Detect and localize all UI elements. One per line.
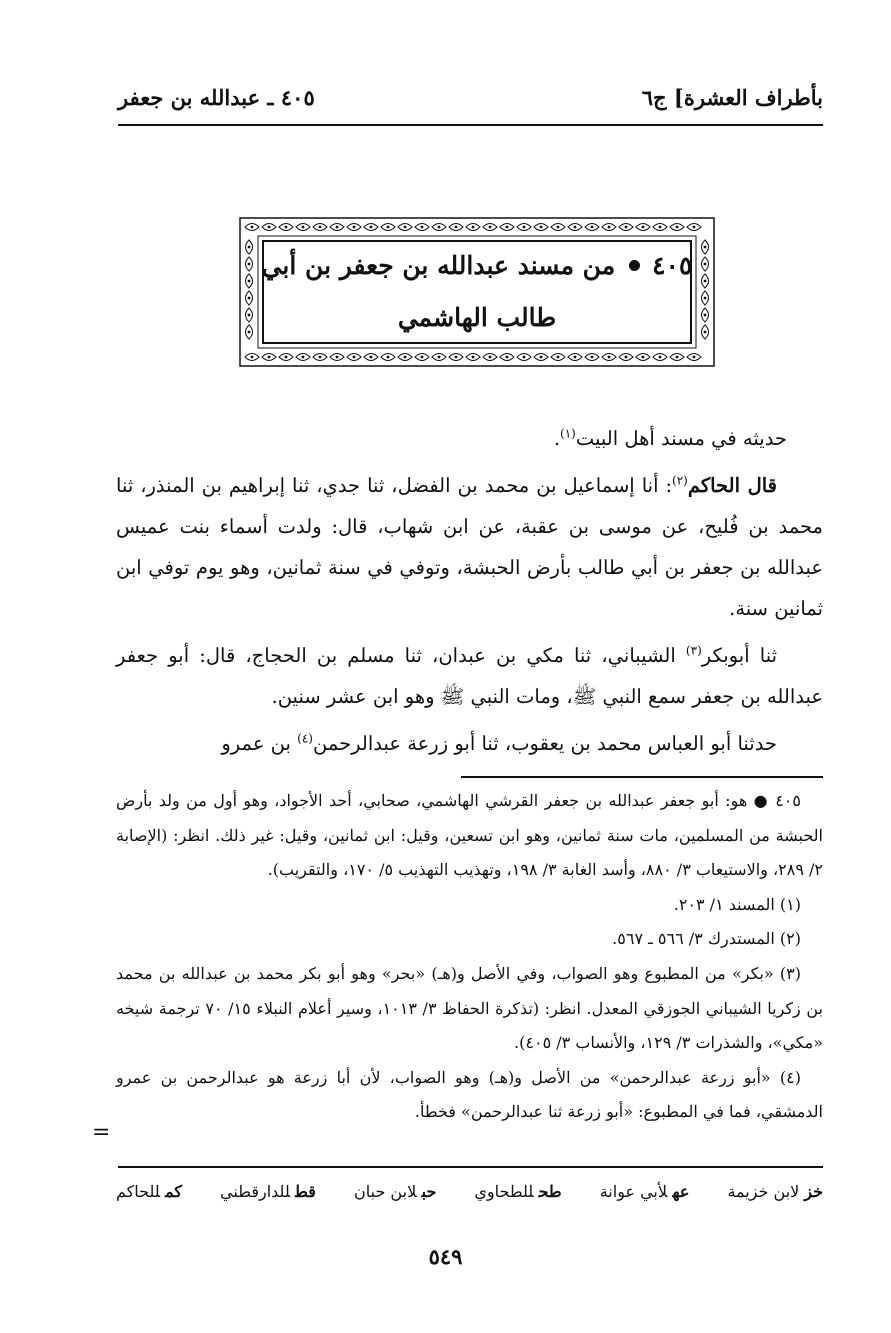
abbreviation-name: للحاكم [116, 1182, 161, 1201]
footnote-ref: (٤) [297, 731, 313, 746]
ornament-dot-icon [404, 226, 407, 229]
ornament-dot-icon [574, 356, 577, 359]
ornament-dot-icon [642, 356, 645, 359]
paragraph [116, 723, 823, 764]
abbreviation-code: حب [421, 1182, 437, 1201]
paragraph [116, 465, 823, 629]
chapter-title-line1 [262, 240, 693, 292]
ornament-dot-icon [704, 297, 707, 300]
chapter-title [262, 240, 692, 344]
footnote [116, 888, 823, 923]
ornament-dot-icon [693, 226, 696, 229]
ornament-dot-icon [302, 226, 305, 229]
running-head-left: ٤٠٥ ـ عبدالله بن جعفر [118, 84, 315, 110]
abbreviation-code: خز [804, 1182, 823, 1201]
paragraph-text: الشيباني، ثنا مكي بن عبدان، ثنا مسلم بن الحجاج، قال: أبو جعفر عبدالله بن جعفر سمع النبي ﷺ، ومات النبي ﷺ وهو ابن عشر سنين. [116, 644, 823, 708]
ornament-dot-icon [608, 226, 611, 229]
ornament-dot-icon [523, 356, 526, 359]
ornament-dot-icon [704, 280, 707, 283]
footnote-text: المستدرك ٣/ ٥٦٦ ـ ٥٦٧. [612, 929, 775, 949]
ornament-dot-icon [523, 226, 526, 229]
abbreviation-name: لابن خزيمة [727, 1182, 800, 1201]
abbreviation-name: للطحاوي [474, 1182, 534, 1201]
ornament-dot-icon [248, 331, 251, 334]
ornament-dot-icon [438, 356, 441, 359]
ornament-dot-icon [540, 226, 543, 229]
ornament-dot-icon [625, 226, 628, 229]
footnote-separator [461, 776, 823, 778]
abbreviation-name: للدارقطني [220, 1182, 291, 1201]
ornament-dot-icon [557, 226, 560, 229]
abbreviation-item [116, 1182, 182, 1201]
ornament-dot-icon [540, 356, 543, 359]
paragraph-text: : أنا إسماعيل بن محمد بن الفضل، ثنا جدي، ثنا إبراهيم بن المنذر، ثنا محمد بن فُليح، عن موسى بن عقبة، عن ابن شهاب، قال: ولدت أسماء بنت عميس عبدالله بن جعفر بن أبي طالب بأرض الحبشة، وتوفي في سنة ثمانين، وهو يوم توفي ابن ثمانين سنة. [116, 474, 823, 620]
ornament-dot-icon [472, 356, 475, 359]
footnote-ref: (٢) [672, 473, 688, 488]
ornament-dot-icon [557, 356, 560, 359]
ornament-dot-icon [591, 226, 594, 229]
main-text [116, 418, 823, 770]
abbreviation-code: قط [295, 1182, 316, 1201]
ornament-dot-icon [704, 246, 707, 249]
ornament-dot-icon [302, 356, 305, 359]
footnote-number: (٢) [774, 929, 801, 949]
footnote-text: هو: أبو جعفر عبدالله بن جعفر القرشي الهاشمي، صحابي، أحد الأجواد، وهو أول من ولد بأرض الحبشة من المسلمين، مات سنة ثمانين، وهو ابن تسعين، وقيل: ابن ثمانين، وقيل: غير ذلك. انظر: (الإصابة ٢/ ٢٨٩، والاستيعاب ٣/ ٨٨٠، وأسد الغابة ٣/ ١٩٨، وتهذيب التهذيب ٥/ ١٧٠، والتقريب). [116, 791, 823, 880]
continuation-mark: = [92, 1120, 111, 1145]
speaker-label: قال الحاكم [687, 474, 778, 497]
ornament-dot-icon [659, 356, 662, 359]
ornament-dot-icon [676, 226, 679, 229]
abbreviation-code: كم [165, 1182, 182, 1201]
ornament-dot-icon [455, 356, 458, 359]
ornament-dot-icon [472, 226, 475, 229]
ornament-dot-icon [693, 356, 696, 359]
ornament-dot-icon [574, 226, 577, 229]
footnote [116, 1061, 823, 1130]
ornament-dot-icon [591, 356, 594, 359]
abbreviation-name: لابن حبان [354, 1182, 417, 1201]
ornament-dot-icon [387, 226, 390, 229]
ornament-dot-icon [248, 297, 251, 300]
ornament-dot-icon [676, 356, 679, 359]
ornament-dot-icon [704, 263, 707, 266]
abbreviation-item [474, 1182, 561, 1201]
ornament-dot-icon [438, 226, 441, 229]
footnote-ref: (١) [560, 426, 576, 441]
running-head-right: بأطراف العشرة] ج٦ [641, 84, 823, 110]
ornament-dot-icon [625, 356, 628, 359]
ornament-dot-icon [268, 226, 271, 229]
header-rule [118, 124, 823, 126]
abbreviation-item [727, 1182, 823, 1201]
ornament-dot-icon [370, 226, 373, 229]
footnote-number: (١) [774, 894, 801, 914]
ornament-dot-icon [370, 356, 373, 359]
chapter-title-line2: طالب الهاشمي [397, 303, 557, 332]
running-head [118, 80, 823, 114]
ornament-dot-icon [336, 356, 339, 359]
ornament-dot-icon [704, 331, 707, 334]
ornament-dot-icon [336, 226, 339, 229]
footnotes [116, 784, 823, 1130]
abbreviation-item [354, 1182, 436, 1201]
ornament-dot-icon [642, 226, 645, 229]
paragraph-text: بن عمرو [221, 732, 298, 755]
ornament-dot-icon [251, 226, 254, 229]
ornament-dot-icon [319, 226, 322, 229]
ornament-dot-icon [506, 356, 509, 359]
page-number: ٥٤٩ [428, 1244, 463, 1269]
ornament-dot-icon [353, 356, 356, 359]
paragraph-text: حديثه في مسند أهل البيت [575, 427, 787, 450]
ornament-dot-icon [248, 263, 251, 266]
ornament-dot-icon [248, 314, 251, 317]
footnote-number: (٤) [770, 1067, 802, 1087]
ornament-dot-icon [285, 356, 288, 359]
paragraph-text: ثنا أبوبكر [701, 644, 778, 667]
ornament-dot-icon [387, 356, 390, 359]
ornament-dot-icon [489, 226, 492, 229]
ornament-dot-icon [248, 246, 251, 249]
ornament-dot-icon [506, 226, 509, 229]
abbreviation-item [600, 1182, 690, 1201]
paragraph-text: حدثنا أبو العباس محمد بن يعقوب، ثنا أبو زرعة عبدالرحمن [312, 732, 777, 755]
ornament-dot-icon [319, 356, 322, 359]
ornament-dot-icon [248, 280, 251, 283]
chapter-title-frame [238, 216, 716, 368]
paragraph-text: . [553, 427, 561, 450]
ornament-dot-icon [704, 314, 707, 317]
ornament-dot-icon [489, 356, 492, 359]
chapter-title-text1: من مسند عبدالله بن جعفر بن أبي [261, 251, 616, 280]
ornament-dot-icon [285, 226, 288, 229]
footnote-number: ٤٠٥ ● [747, 791, 802, 810]
ornament-dot-icon [251, 356, 254, 359]
abbreviation-key [116, 1182, 823, 1201]
footnote-text: المسند ١/ ٢٠٣. [673, 894, 775, 914]
ornament-dot-icon [421, 226, 424, 229]
ornament-dot-icon [421, 356, 424, 359]
footnote-text: «أبو زرعة عبدالرحمن» من الأصل و(هـ) وهو الصواب، لأن أبا زرعة هو عبدالرحمن بن عمرو الدمشقي، فما في المطبوع: «أبو زرعة ثنا عبدالرحمن» فخطأ. [116, 1067, 823, 1122]
footnote-ref: (٣) [685, 643, 702, 658]
footnote-number: (٣) [773, 963, 802, 983]
ornament-dot-icon [404, 356, 407, 359]
paragraph [116, 635, 823, 717]
paragraph [116, 418, 823, 459]
ornament-dot-icon [455, 226, 458, 229]
abbreviation-item [220, 1182, 316, 1201]
footnote [116, 784, 823, 888]
footnote-text: «بكر» من المطبوع وهو الصواب، وفي الأصل و(هـ) «بحر» وهو أبو بكر محمد بن عبدالله بن محمد بن زكريا الشيباني الجوزقي المعدل. انظر: (تذكرة الحفاظ ٣/ ١٠١٣، وسير أعلام النبلاء ١٥/ ٧٠ ترجمة شيخه «مكي»، والشذرات ٣/ ١٢٩، والأنساب ٣/ ٤٠٥). [116, 963, 823, 1053]
footnote [116, 922, 823, 957]
abbreviation-name: لأبي عوانة [599, 1182, 668, 1201]
ornament-dot-icon [353, 226, 356, 229]
abbreviation-rule [118, 1166, 823, 1168]
ornament-dot-icon [608, 356, 611, 359]
footnote [116, 957, 823, 1061]
ornament-dot-icon [659, 226, 662, 229]
bullet-icon [629, 260, 640, 271]
chapter-number: ٤٠٥ [652, 251, 693, 280]
ornament-dot-icon [268, 356, 271, 359]
abbreviation-code: طح [538, 1182, 562, 1201]
abbreviation-code: عه [672, 1182, 690, 1201]
